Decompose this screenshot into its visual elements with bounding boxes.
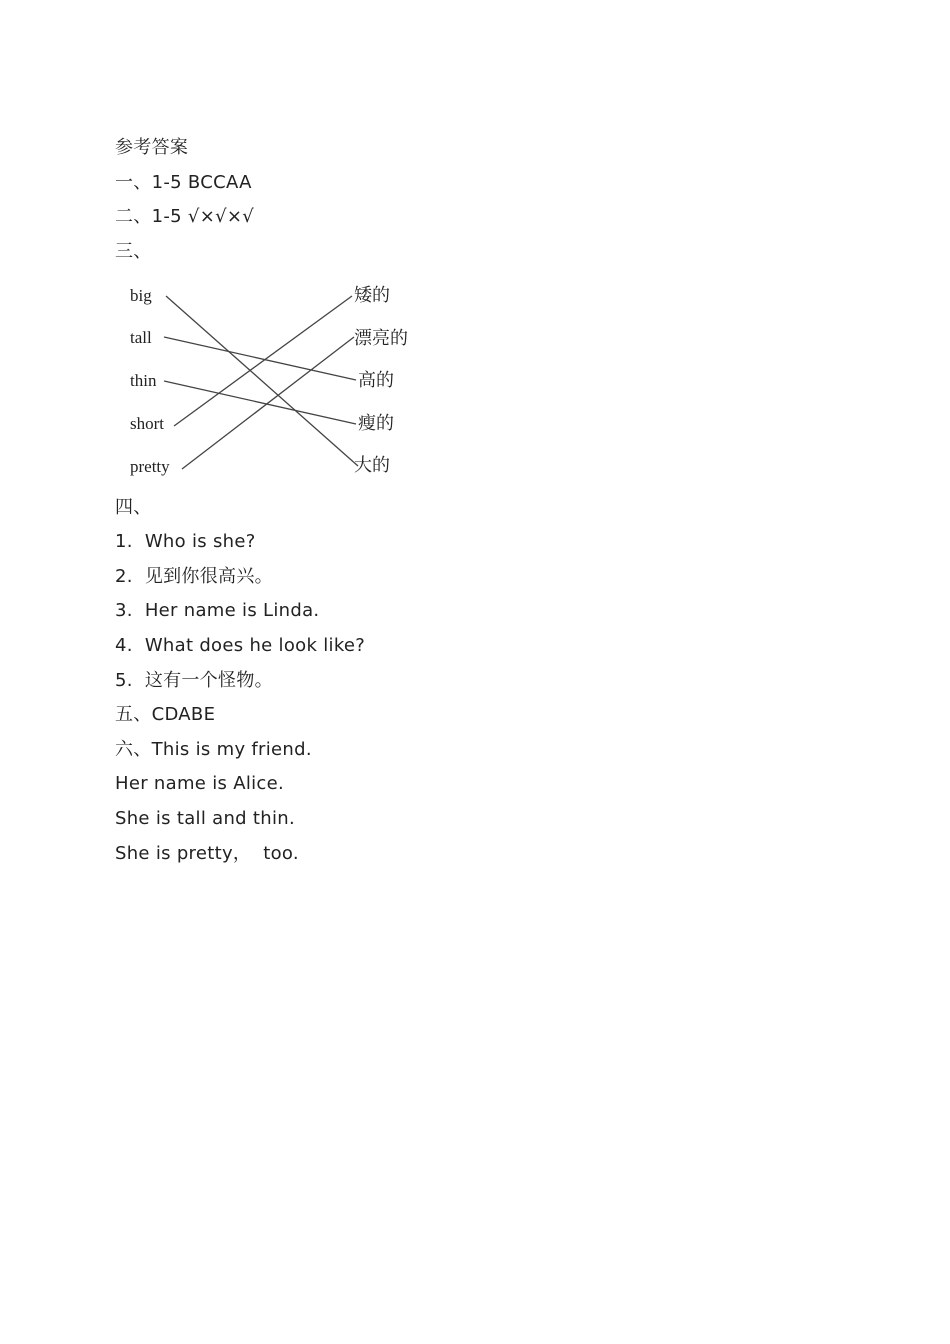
left-word-pretty: pretty bbox=[130, 457, 170, 476]
left-word-thin: thin bbox=[130, 371, 157, 390]
right-word-big-zh: 大的 bbox=[354, 455, 390, 476]
section-2-answers: 二、1-5 √×√×√ bbox=[115, 206, 254, 227]
left-word-short: short bbox=[130, 414, 164, 433]
right-word-tall-zh: 高的 bbox=[358, 370, 394, 391]
right-word-pretty-zh: 漂亮的 bbox=[354, 328, 408, 349]
section-6-line-1: 六、This is my friend. bbox=[115, 739, 312, 760]
left-word-tall: tall bbox=[130, 328, 152, 347]
section-4-title: 四、 bbox=[115, 497, 152, 518]
section-6-line-4: She is pretty， too. bbox=[115, 843, 299, 864]
left-word-big: big bbox=[130, 286, 152, 305]
section-6-line-2: Her name is Alice. bbox=[115, 773, 285, 794]
section-4-item-3: 3. Her name is Linda. bbox=[115, 600, 320, 621]
section-4-item-2: 2. 见到你很高兴。 bbox=[115, 566, 273, 587]
match-line-big bbox=[166, 296, 358, 466]
section-6-line-3: She is tall and thin. bbox=[115, 808, 296, 829]
section-4-item-1: 1. Who is she? bbox=[115, 531, 256, 552]
section-3-title: 三、 bbox=[115, 241, 152, 262]
section-5-answers: 五、CDABE bbox=[115, 704, 216, 725]
match-line-tall bbox=[164, 337, 356, 380]
section-4-item-4: 4. What does he look like? bbox=[115, 635, 366, 656]
right-word-thin-zh: 瘦的 bbox=[358, 413, 394, 434]
matching-diagram bbox=[120, 276, 430, 486]
match-line-thin bbox=[164, 381, 356, 424]
section-4-item-5: 5. 这有一个怪物。 bbox=[115, 670, 273, 691]
answer-key-heading: 参考答案 bbox=[115, 137, 189, 158]
section-1-answers: 一、1-5 BCCAA bbox=[115, 172, 252, 193]
right-word-short-zh: 矮的 bbox=[354, 285, 390, 306]
